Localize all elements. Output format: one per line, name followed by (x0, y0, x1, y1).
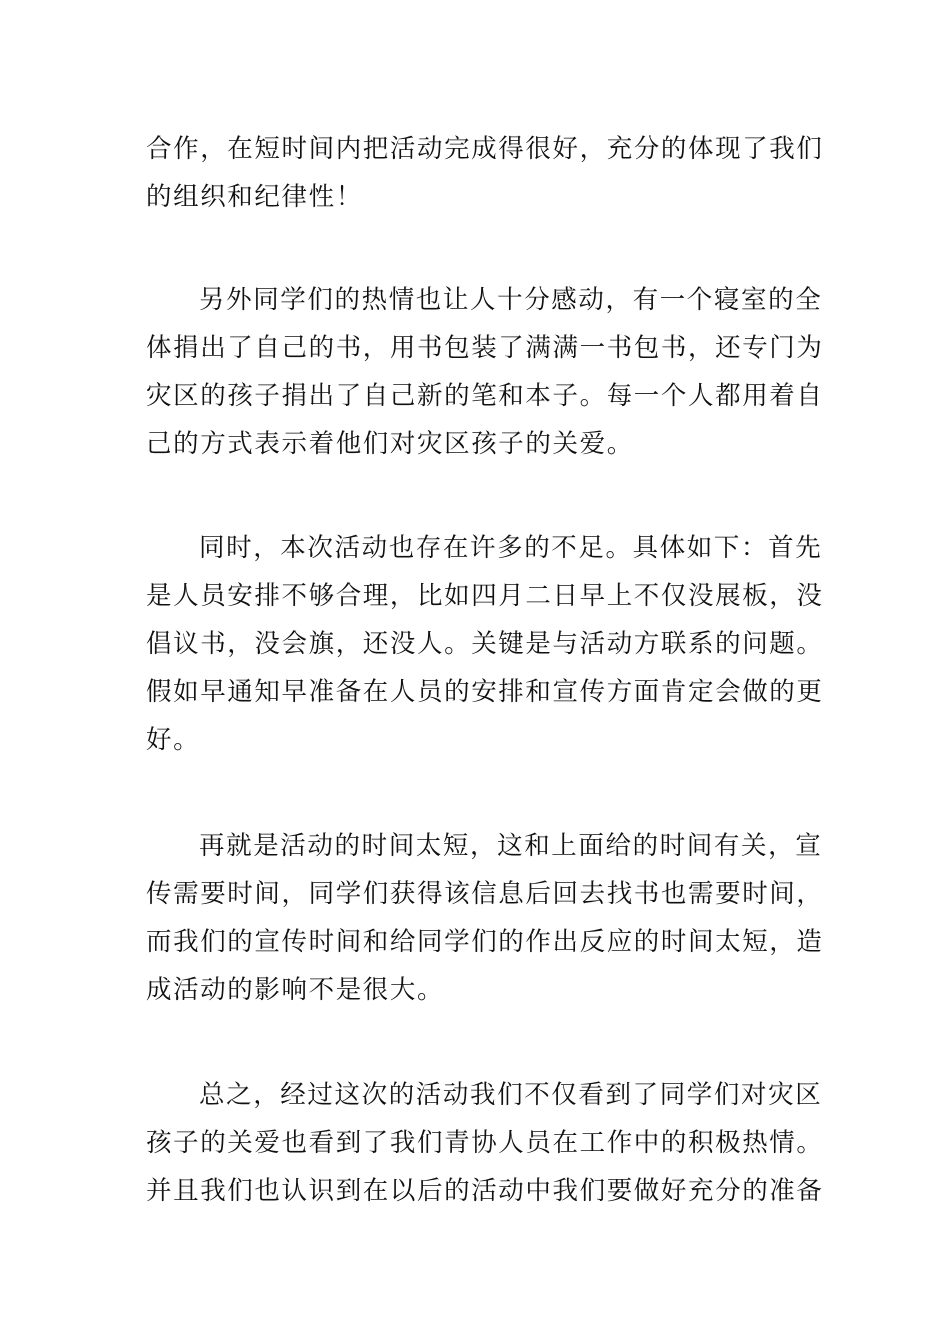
paragraph-line: 体捐出了自己的书，用书包装了满满一书包书，还专门为 (146, 333, 824, 363)
paragraph-line: 再就是活动的时间太短，这和上面给的时间有关，宣 (199, 831, 823, 861)
paragraph-1 (146, 125, 824, 221)
paragraph-line: 灾区的孩子捐出了自己新的笔和本子。每一个人都用着自 (146, 381, 824, 411)
paragraph-line: 另外同学们的热情也让人十分感动，有一个寝室的全 (199, 285, 823, 315)
paragraph-3 (146, 524, 824, 764)
paragraph-line: 的组织和纪律性！ (146, 182, 363, 212)
paragraph-line: 而我们的宣传时间和给同学们的作出反应的时间太短，造 (146, 927, 824, 957)
paragraph-2 (146, 276, 824, 468)
paragraph-line: 倡议书，没会旗，还没人。关键是与活动方联系的问题。 (146, 629, 824, 659)
paragraph-line: 假如早通知早准备在人员的安排和宣传方面肯定会做的更 (146, 677, 824, 707)
paragraph-line: 同时，本次活动也存在许多的不足。具体如下：首先 (199, 533, 823, 563)
paragraph-line: 合作，在短时间内把活动完成得很好，充分的体现了我们 (146, 134, 824, 164)
paragraph-4 (146, 822, 824, 1014)
paragraph-line: 并且我们也认识到在以后的活动中我们要做好充分的准备 (146, 1176, 824, 1206)
paragraph-line: 孩子的关爱也看到了我们青协人员在工作中的积极热情。 (146, 1128, 824, 1158)
paragraph-line: 是人员安排不够合理，比如四月二日早上不仅没展板，没 (146, 581, 824, 611)
paragraph-line: 传需要时间，同学们获得该信息后回去找书也需要时间， (146, 879, 824, 909)
paragraph-line: 成活动的影响不是很大。 (146, 975, 445, 1005)
paragraph-5 (146, 1071, 824, 1215)
paragraph-line: 己的方式表示着他们对灾区孩子的关爱。 (146, 429, 634, 459)
paragraph-line: 总之，经过这次的活动我们不仅看到了同学们对灾区 (199, 1080, 823, 1110)
paragraph-line: 好。 (146, 725, 201, 755)
